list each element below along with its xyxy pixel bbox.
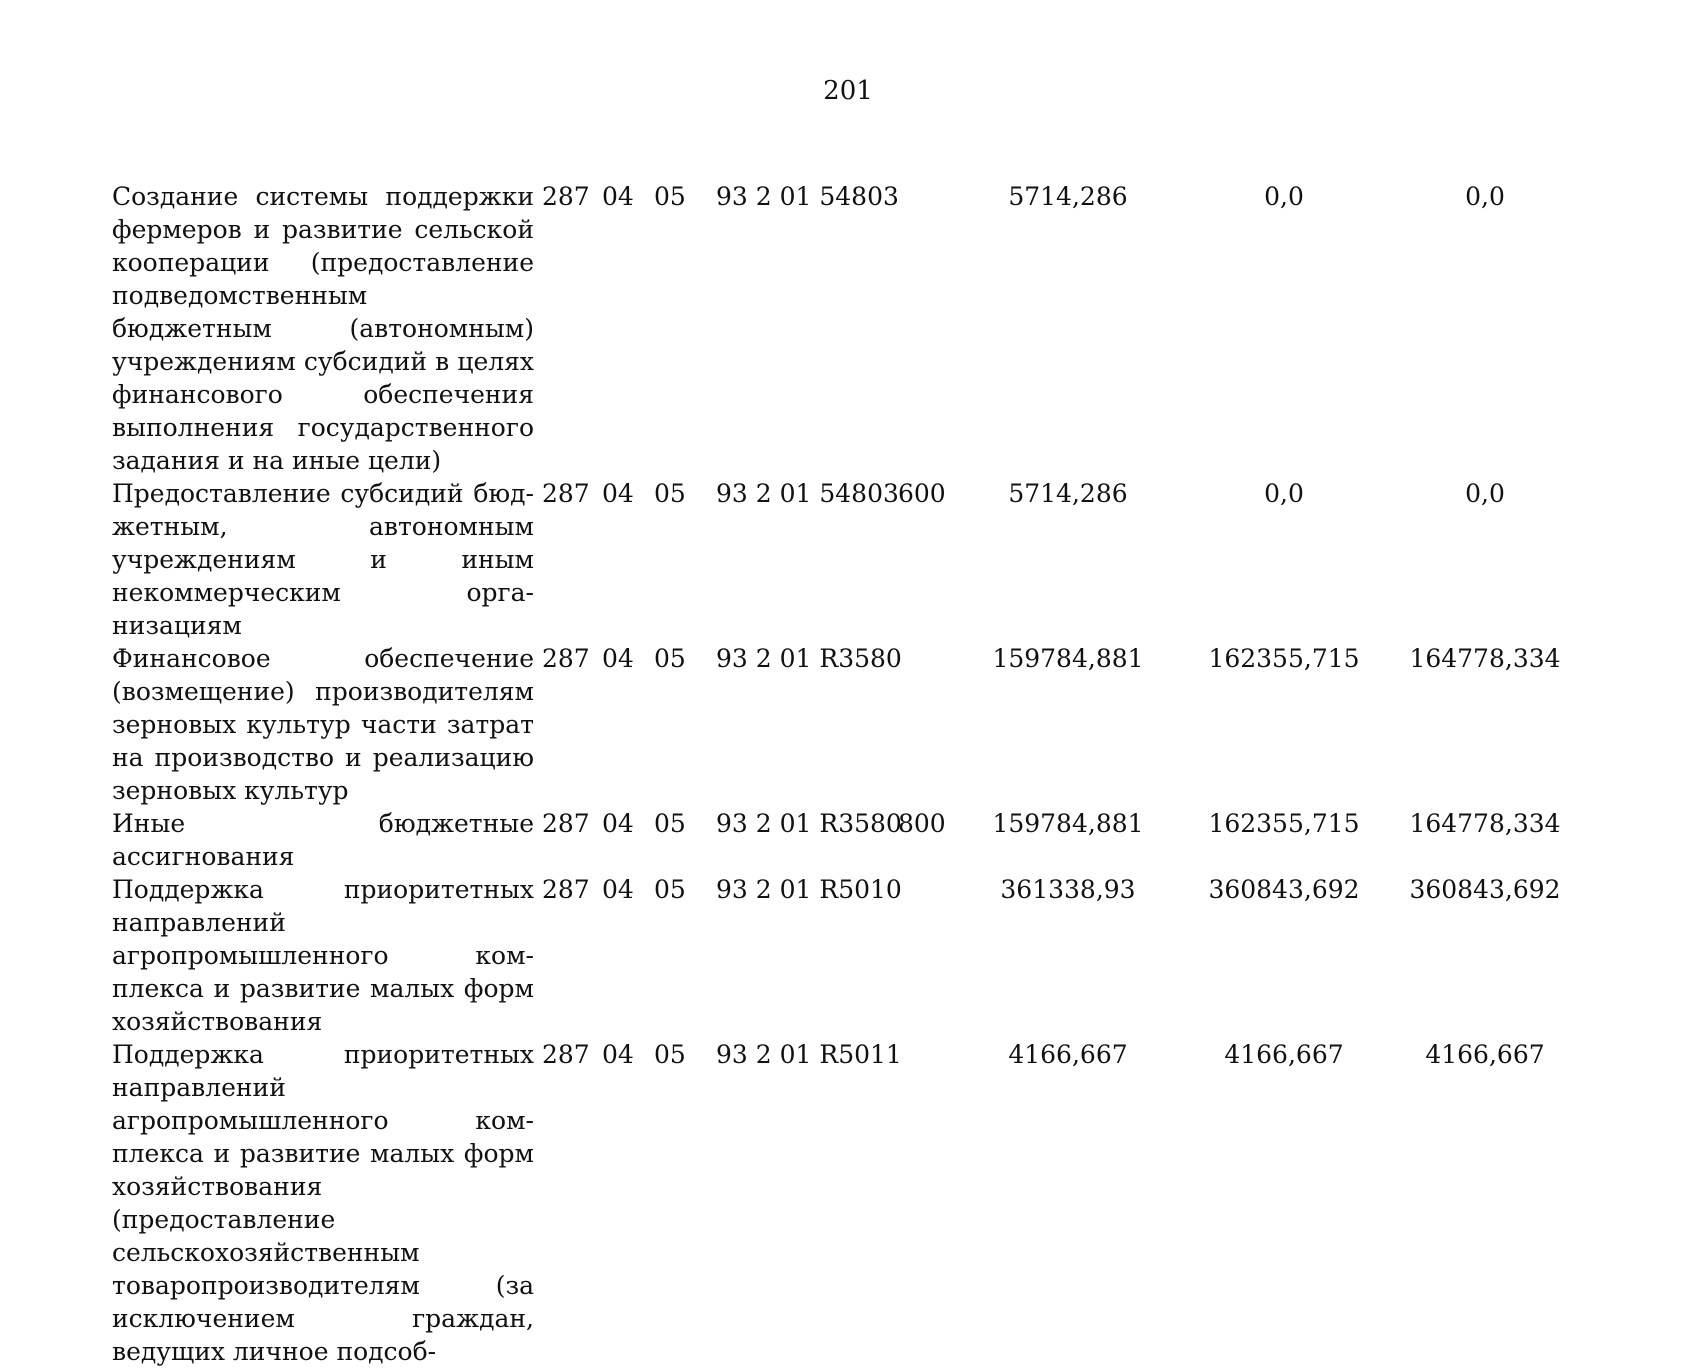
- row-section-code: 04: [602, 875, 634, 904]
- row-grbs-code: 287: [542, 809, 590, 838]
- row-sum-year-3: 4166,667: [1425, 1040, 1545, 1069]
- row-grbs-code: 287: [542, 875, 590, 904]
- table-row: [112, 642, 1580, 807]
- budget-table-body: [112, 180, 1580, 1368]
- row-target-article: 93 2 01 54803: [716, 479, 899, 508]
- row-target-article: 93 2 01 R3580: [716, 809, 902, 838]
- row-grbs-code: 287: [542, 182, 590, 211]
- row-grbs-code: 287: [542, 644, 590, 673]
- row-target-article: 93 2 01 R5010: [716, 875, 902, 904]
- row-grbs-code: 287: [542, 1040, 590, 1069]
- row-description: Поддержка приоритетных направлений агропромышленного комплекса и развитие малых форм хозяйствования: [112, 875, 534, 1036]
- row-sum-year-2: 162355,715: [1208, 809, 1360, 838]
- row-section-code: 04: [602, 182, 634, 211]
- row-subsection-code: 05: [654, 182, 686, 211]
- row-sum-year-3: 0,0: [1465, 479, 1505, 508]
- row-sum-year-3: 0,0: [1465, 182, 1505, 211]
- row-expense-type: 800: [898, 809, 946, 838]
- row-sum-year-1: 361338,93: [1000, 875, 1136, 904]
- row-sum-year-1: 159784,881: [992, 644, 1144, 673]
- row-sum-year-1: 159784,881: [992, 809, 1144, 838]
- row-target-article: 93 2 01 R3580: [716, 644, 902, 673]
- row-subsection-code: 05: [654, 1040, 686, 1069]
- row-description: Поддержка приоритетных направлений агропромышленного комплекса и развитие малых форм хозяйствования (предоставление сельскохозяйственным товаропроизводителям (за исключением граждан, ведущих личное подсоб-: [112, 1040, 534, 1366]
- row-sum-year-2: 4166,667: [1224, 1040, 1344, 1069]
- row-sum-year-2: 162355,715: [1208, 644, 1360, 673]
- row-target-article: 93 2 01 54803: [716, 182, 899, 211]
- table-row: [112, 477, 1580, 642]
- row-sum-year-2: 360843,692: [1208, 875, 1360, 904]
- row-expense-type: [898, 642, 958, 807]
- row-sum-year-3: 164778,334: [1409, 809, 1561, 838]
- page-number: 201: [823, 76, 873, 106]
- row-subsection-code: 05: [654, 644, 686, 673]
- row-expense-type: [898, 180, 958, 477]
- table-row: [112, 873, 1580, 1038]
- row-sum-year-3: 360843,692: [1409, 875, 1561, 904]
- row-grbs-code: 287: [542, 479, 590, 508]
- row-expense-type: [898, 873, 958, 1038]
- table-row: [112, 180, 1580, 477]
- row-subsection-code: 05: [654, 875, 686, 904]
- table-row: [112, 1038, 1580, 1368]
- budget-table: [112, 180, 1580, 1368]
- row-description: Создание системы поддержки фермеров и развитие сельской кооперации (предоставление подведомственным бюджетным (автономным) учреждениям субсидий в целях финансового обеспечения выполнения государственного задания и на иные цели): [112, 182, 534, 475]
- row-description: Предоставление субсидий бюджетным, автономным учреждениям и иным некоммерческим организациям: [112, 479, 534, 640]
- row-section-code: 04: [602, 1040, 634, 1069]
- row-sum-year-1: 5714,286: [1008, 479, 1128, 508]
- row-sum-year-1: 4166,667: [1008, 1040, 1128, 1069]
- row-sum-year-1: 5714,286: [1008, 182, 1128, 211]
- row-sum-year-2: 0,0: [1264, 479, 1304, 508]
- row-target-article: 93 2 01 R5011: [716, 1040, 902, 1069]
- row-subsection-code: 05: [654, 809, 686, 838]
- row-description: Иные бюджетные ассигнования: [112, 809, 534, 871]
- row-section-code: 04: [602, 809, 634, 838]
- row-sum-year-2: 0,0: [1264, 182, 1304, 211]
- row-section-code: 04: [602, 644, 634, 673]
- row-section-code: 04: [602, 479, 634, 508]
- table-row: [112, 807, 1580, 873]
- row-subsection-code: 05: [654, 479, 686, 508]
- row-expense-type: [898, 1038, 958, 1368]
- row-expense-type: 600: [898, 479, 946, 508]
- row-description: Финансовое обеспечение (возмещение) производителям зерновых культур части затрат на производство и реализацию зерновых культур: [112, 644, 534, 805]
- row-sum-year-3: 164778,334: [1409, 644, 1561, 673]
